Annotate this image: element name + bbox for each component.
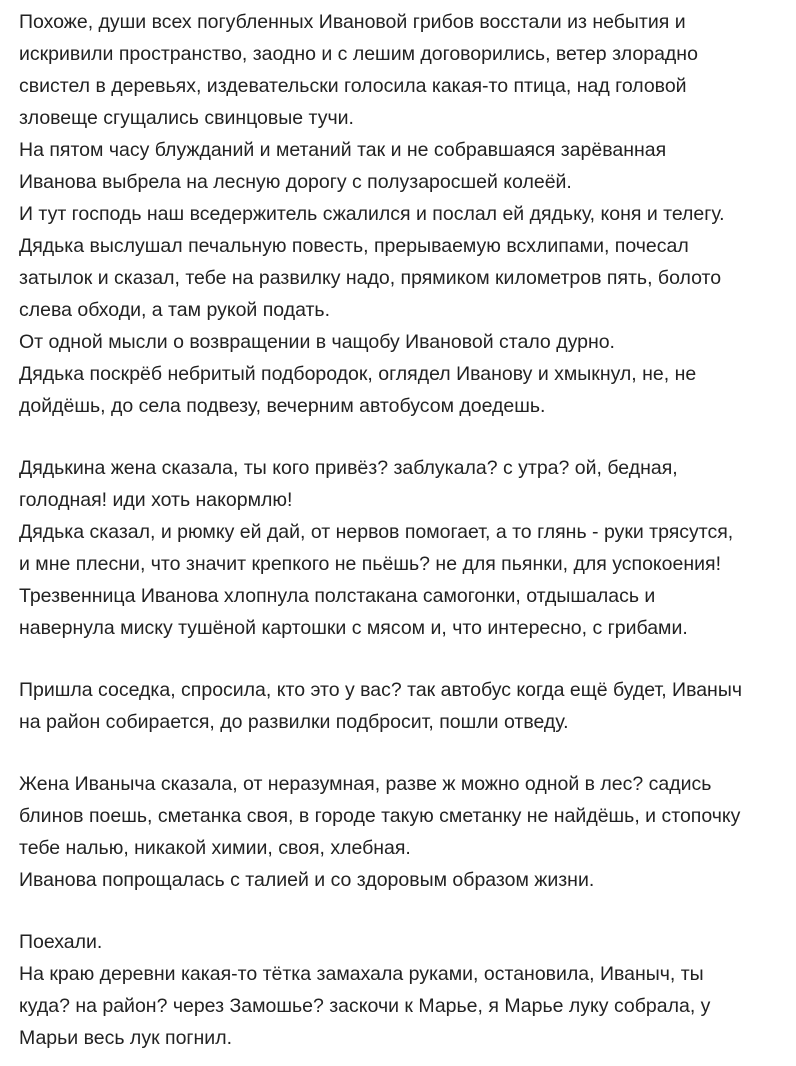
text-line: зловеще сгущались свинцовые тучи. [19, 107, 354, 129]
text-line: и мне плесни, что значит крепкого не пьёшь? не для пьянки, для успокоения! [19, 553, 721, 575]
paragraph [19, 6, 789, 422]
paragraph [19, 674, 789, 738]
text-line: На пятом часу блужданий и метаний так и не собравшаяся зарёванная [19, 139, 667, 161]
paragraph-gap [19, 644, 789, 674]
text-line: свистел в деревьях, издевательски голосила какая-то птица, над головой [19, 75, 687, 97]
text-line: слева обходи, а там рукой подать. [19, 299, 331, 321]
text-line: голодная! иди хоть накормлю! [19, 489, 293, 511]
text-line: куда? на район? через Замошье? заскочи к Марье, я Марье луку собрала, у [19, 995, 711, 1017]
story-text [19, 6, 789, 1054]
text-line: блинов поешь, сметанка своя, в городе такую сметанку не найдёшь, и стопочку [19, 805, 741, 827]
paragraph [19, 768, 789, 896]
paragraph-gap [19, 896, 789, 926]
text-line: искривили пространство, заодно и с лешим договорились, ветер злорадно [19, 43, 698, 65]
text-line: затылок и сказал, тебе на развилку надо, прямиком километров пять, болото [19, 267, 722, 289]
text-line: Дядька сказал, и рюмку ей дай, от нервов помогает, а то глянь - руки трясутся, [19, 521, 734, 543]
paragraph [19, 452, 789, 644]
text-line: Трезвенница Иванова хлопнула полстакана самогонки, отдышалась и [19, 585, 656, 607]
text-line: Пришла соседка, спросила, кто это у вас? так автобус когда ещё будет, Иваныч [19, 679, 742, 701]
text-line: Дядька выслушал печальную повесть, прерываемую всхлипами, почесал [19, 235, 689, 257]
text-line: Марьи весь лук погнил. [19, 1027, 232, 1049]
paragraph [19, 926, 789, 1054]
paragraph-gap [19, 738, 789, 768]
text-line: Дядька поскрёб небритый подбородок, оглядел Иванову и хмыкнул, не, не [19, 363, 697, 385]
text-line: тебе налью, никакой химии, своя, хлебная. [19, 837, 411, 859]
text-line: Поехали. [19, 931, 103, 953]
text-line: Дядькина жена сказала, ты кого привёз? заблукала? с утра? ой, бедная, [19, 457, 678, 479]
text-line: От одной мысли о возвращении в чащобу Ивановой стало дурно. [19, 331, 615, 353]
text-line: Жена Иваныча сказала, от неразумная, разве ж можно одной в лес? садись [19, 773, 712, 795]
text-line: И тут господь наш вседержитель сжалился и послал ей дядьку, коня и телегу. [19, 203, 725, 225]
text-line: Иванова попрощалась с талией и со здоровым образом жизни. [19, 869, 595, 891]
paragraph-gap [19, 422, 789, 452]
text-line: дойдёшь, до села подвезу, вечерним автобусом доедешь. [19, 395, 546, 417]
text-line: Похоже, души всех погубленных Ивановой грибов восстали из небытия и [19, 11, 686, 33]
text-line: на район собирается, до развилки подбросит, пошли отведу. [19, 711, 569, 733]
text-line: Иванова выбрела на лесную дорогу с полузаросшей колеёй. [19, 171, 572, 193]
text-line: навернула миску тушёной картошки с мясом и, что интересно, с грибами. [19, 617, 688, 639]
text-line: На краю деревни какая-то тётка замахала руками, остановила, Иваныч, ты [19, 963, 704, 985]
